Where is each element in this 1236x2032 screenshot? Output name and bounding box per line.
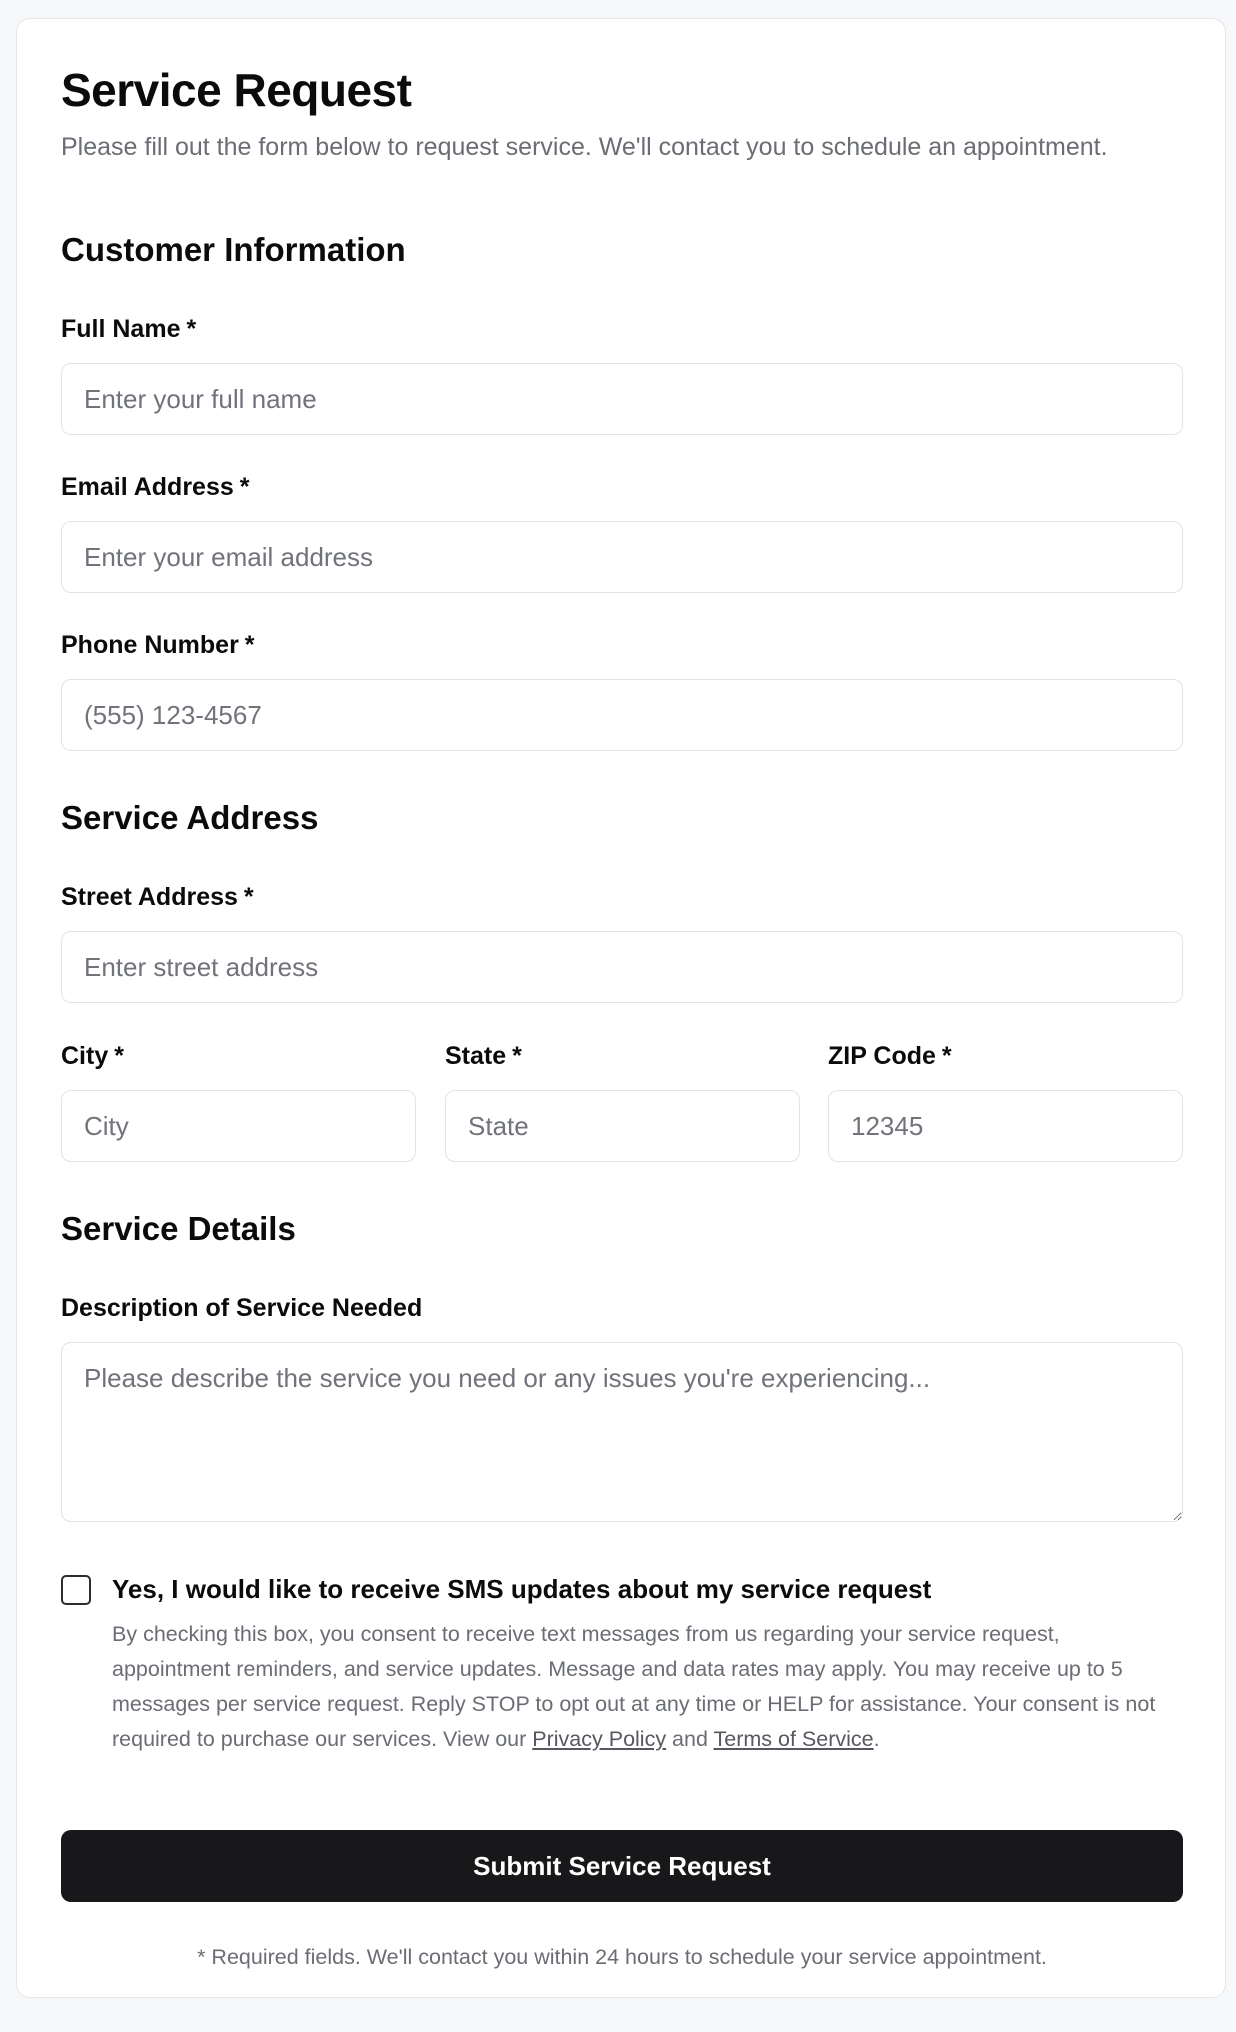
terms-of-service-link[interactable]: Terms of Service (713, 1727, 874, 1751)
email-label-text: Email Address (61, 473, 234, 501)
page-title: Service Request (61, 64, 412, 116)
privacy-policy-link[interactable]: Privacy Policy (532, 1727, 667, 1751)
description-textarea[interactable] (61, 1342, 1183, 1522)
sms-consent-body: By checking this box, you consent to receive text messages from us regarding your service request, appointment reminders, and service updates. Message and data rates may apply. You may receive up to 5 messages per service request. Reply STOP to opt out at any time or HELP for assistance. Your consent is not required to purchase our services. View our (112, 1622, 1156, 1751)
required-mark: * (114, 1042, 124, 1070)
required-mark: * (941, 1042, 952, 1070)
full-name-input[interactable] (61, 363, 1183, 435)
section-heading-service-address: Service Address (61, 799, 319, 836)
required-mark: * (243, 883, 254, 911)
required-mark: * (512, 1042, 522, 1070)
zip-code-label (828, 1041, 952, 1071)
sms-consent-end: . (873, 1727, 880, 1751)
zip-code-input[interactable] (828, 1090, 1183, 1162)
sms-consent-text (112, 1617, 1172, 1757)
street-address-input[interactable] (61, 931, 1183, 1003)
email-label (61, 472, 250, 502)
phone-label-text: Phone Number (61, 631, 239, 659)
city-input[interactable] (61, 1090, 416, 1162)
required-fields-note: * Required fields. We'll contact you within 24 hours to schedule your service appointment. (197, 1945, 1047, 1969)
required-mark: * (239, 473, 250, 501)
street-address-label-text: Street Address (61, 883, 238, 911)
city-label-text: City (61, 1042, 109, 1070)
email-input[interactable] (61, 521, 1183, 593)
sms-consent-and: and (666, 1727, 714, 1751)
description-label: Description of Service Needed (61, 1294, 423, 1322)
sms-updates-checkbox[interactable] (61, 1575, 91, 1605)
required-mark: * (186, 315, 197, 343)
state-input[interactable] (445, 1090, 800, 1162)
page-subtitle: Please fill out the form below to request service. We'll contact you to schedule an appointment. (61, 133, 1108, 161)
phone-label (61, 630, 255, 660)
phone-input[interactable] (61, 679, 1183, 751)
zip-code-label-text: ZIP Code (828, 1042, 936, 1070)
street-address-label (61, 882, 254, 912)
full-name-label-text: Full Name (61, 315, 181, 343)
state-label (445, 1041, 522, 1071)
full-name-label (61, 314, 196, 344)
sms-updates-label[interactable]: Yes, I would like to receive SMS updates about my service request (112, 1574, 932, 1604)
required-mark: * (244, 631, 255, 659)
section-heading-service-details: Service Details (61, 1210, 296, 1247)
state-label-text: State (445, 1042, 507, 1070)
service-request-card (16, 18, 1226, 1998)
submit-service-request-button[interactable]: Submit Service Request (61, 1830, 1183, 1902)
section-heading-customer-information: Customer Information (61, 231, 406, 268)
city-label (61, 1041, 124, 1071)
